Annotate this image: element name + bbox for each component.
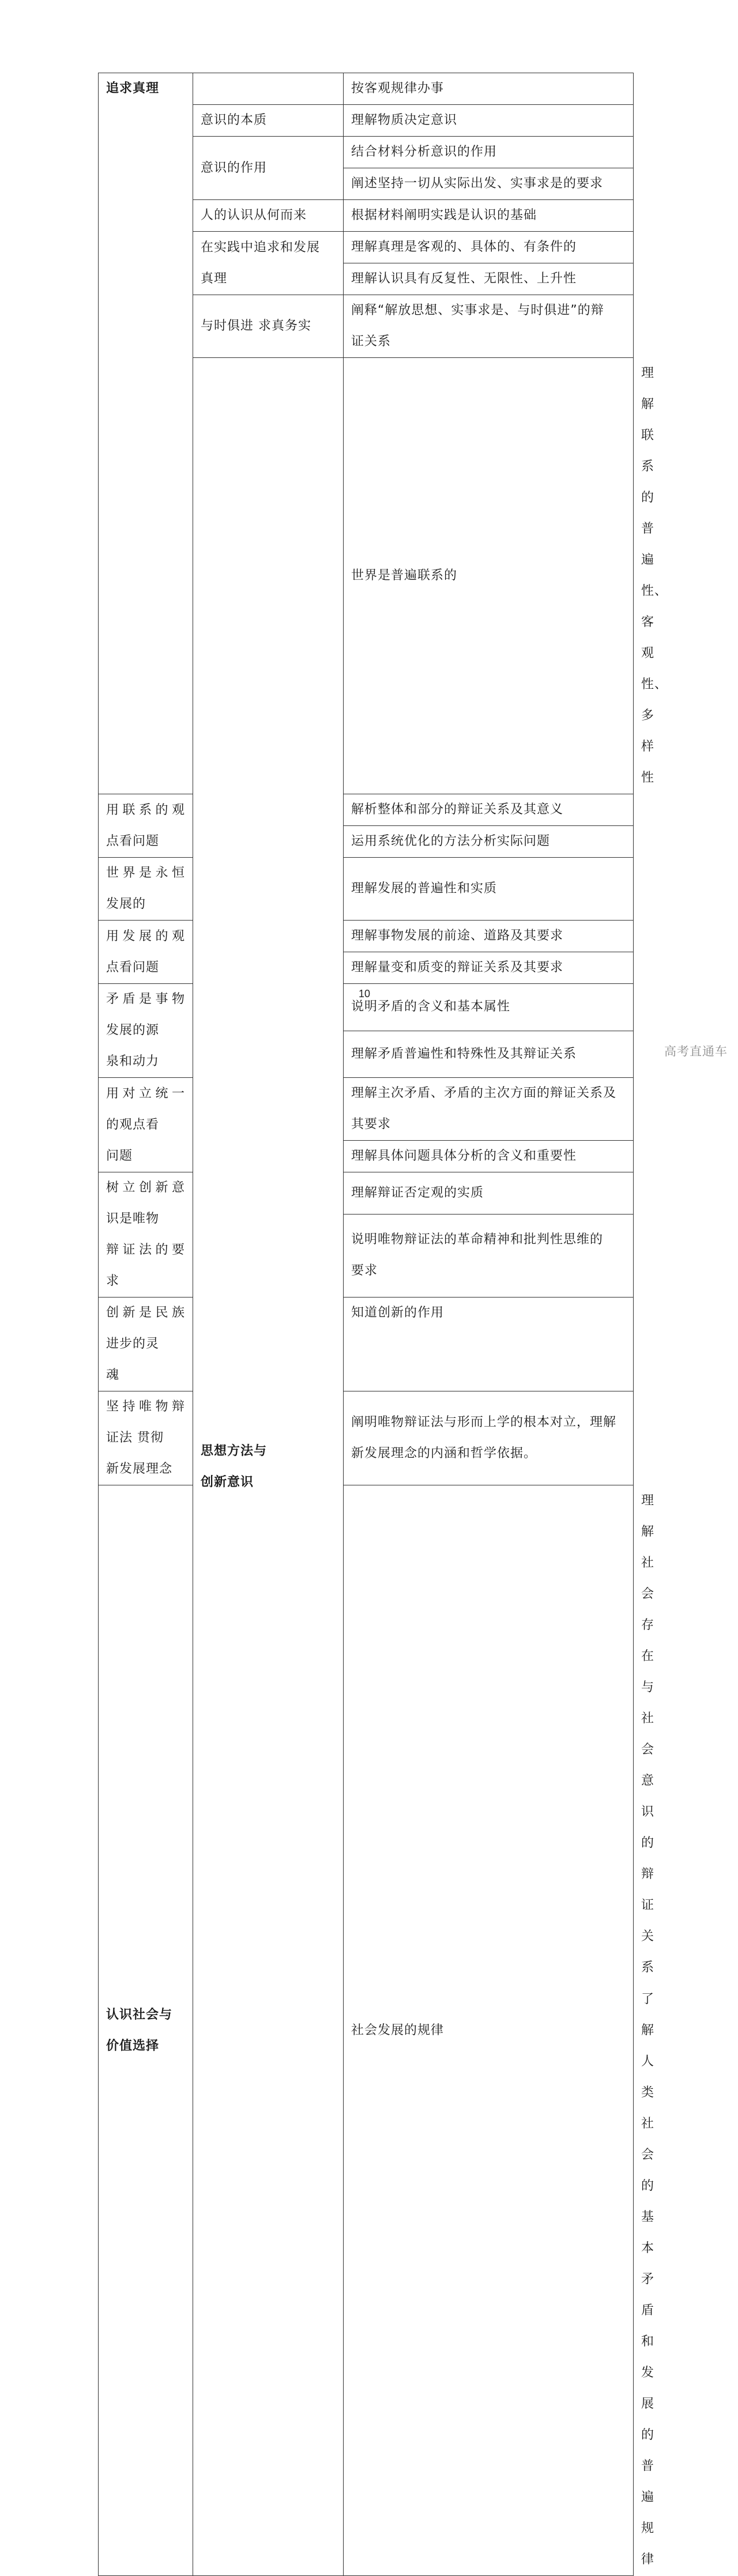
requirement-cell: 理解认识具有反复性、无限性、上升性 (344, 263, 634, 295)
topic-line: 魂 (106, 1368, 120, 1382)
table-row (99, 1172, 634, 1215)
syllabus-table (98, 73, 668, 2576)
topic-line: 矛盾是事物发展的源 (106, 992, 185, 1038)
table-row (99, 921, 634, 952)
requirement-cell: 按客观规律办事 (344, 73, 634, 105)
unit-title: 创新意识 (201, 1474, 254, 1489)
requirement-cell: 理解矛盾普遍性和特殊性及其辩证关系 (344, 1031, 634, 1078)
table-row (99, 794, 634, 826)
requirement-cell: 理解量变和质变的辩证关系及其要求 (344, 952, 634, 984)
requirement-cell: 知道创新的作用 (344, 1298, 634, 1391)
watermark: 高考直通车 (664, 1044, 728, 1058)
table-row (99, 1298, 634, 1391)
requirement-cell: 结合材料分析意识的作用 (344, 137, 634, 168)
requirement-cell (344, 1391, 634, 1485)
requirement-line: 要求 (351, 1264, 378, 1278)
topic-cell: 用发展的观点看问题 (99, 921, 193, 984)
requirement-cell: 运用系统优化的方法分析实际问题 (344, 826, 634, 858)
table-row (99, 1078, 634, 1141)
topic-cell: 意识的本质 (193, 105, 344, 137)
table-row: 认识社会与 价值选择 社会发展的规律 理解社会存在与社会意识的辩证关系 (99, 1485, 634, 1984)
requirement-cell: 根据材料阐明实践是认识的基础 (344, 200, 634, 232)
topic-cell (99, 1391, 193, 1485)
unit-title: 思想方法与 (201, 1443, 268, 1458)
requirement-cell: 理解事物发展的前途、道路及其要求 (344, 921, 634, 952)
unit-title: 追求真理 (106, 81, 160, 96)
unit-cell (99, 1485, 193, 2576)
topic-cell: 世界是普遍联系的 (344, 358, 634, 794)
requirement-line: 阐释“解放思想、实事求是、与时俱进”的辩 (351, 303, 604, 318)
topic-line: 在实践中追求和发展 (201, 240, 321, 255)
table-row: 思想方法与 创新意识 世界是普遍联系的 理解联系的普遍性、客观性、多样性 (99, 358, 634, 794)
topic-cell: 用联系的观点看问题 (99, 794, 193, 858)
topic-cell (193, 232, 344, 295)
topic-cell: 社会发展的规律 (344, 1485, 634, 2576)
requirement-line: 阐明唯物辩证法与形而上学的根本对立，理解 (351, 1415, 617, 1430)
topic-cell (99, 1172, 193, 1298)
table-row: 了解人类社会的基本矛盾和发展的普遍规律 (641, 1992, 655, 2567)
unit-cell (99, 73, 193, 794)
requirement-cell: 理解发展的普遍性和实质 (344, 858, 634, 921)
topic-line: 问题 (106, 1148, 133, 1163)
topic-cell (193, 73, 344, 105)
unit-title: 价值选择 (106, 2038, 160, 2053)
unit-title: 认识社会与 (106, 2007, 173, 2022)
requirement-cell: 解析整体和部分的辩证关系及其意义 (344, 794, 634, 826)
topic-line: 坚持唯物辩证法 贯彻 (106, 1400, 185, 1445)
requirement-cell: 说明矛盾的含义和基本属性 (344, 984, 634, 1031)
requirement-cell (344, 1078, 634, 1141)
topic-cell (99, 1078, 193, 1172)
topic-line: 树立创新意识是唯物 (106, 1180, 185, 1226)
requirement-cell: 理解真理是客观的、具体的、有条件的 (344, 232, 634, 263)
topic-line: 辩证法的要求 (106, 1243, 185, 1288)
requirement-line: 理解主次矛盾、矛盾的主次方面的辩证关系及 (351, 1086, 617, 1100)
topic-cell: 与时俱进 求真务实 (193, 295, 344, 358)
requirement-line: 新发展理念的内涵和哲学依据。 (351, 1446, 537, 1461)
topic-cell (99, 1298, 193, 1391)
topic-line: 泉和动力 (106, 1054, 160, 1069)
topic-line: 新发展理念 (106, 1462, 173, 1476)
requirement-cell: 理解物质决定意识 (344, 105, 634, 137)
page-number: 10 (358, 988, 371, 1000)
requirement-line: 其要求 (351, 1117, 391, 1132)
requirement-cell (344, 295, 634, 358)
topic-line: 创新是民族进步的灵 (106, 1306, 185, 1351)
table-row (99, 1391, 634, 1485)
requirement-cell: 理解辩证否定观的实质 (344, 1172, 634, 1215)
topic-line: 用对立统一的观点看 (106, 1086, 185, 1132)
requirement-line: 说明唯物辩证法的革命精神和批判性思维的 (351, 1232, 604, 1247)
requirement-cell: 理解具体问题具体分析的含义和重要性 (344, 1141, 634, 1172)
table-row (99, 73, 634, 105)
requirement-cell: 阐述坚持一切从实际出发、实事求是的要求 (344, 168, 634, 200)
topic-cell: 人的认识从何而来 (193, 200, 344, 232)
topic-line: 真理 (201, 271, 228, 286)
requirement-line: 证关系 (351, 334, 391, 349)
requirement-cell (344, 1214, 634, 1297)
topic-cell: 世界是永恒发展的 (99, 858, 193, 921)
unit-cell (193, 358, 344, 2576)
table-row (99, 858, 634, 921)
topic-cell: 意识的作用 (193, 137, 344, 200)
